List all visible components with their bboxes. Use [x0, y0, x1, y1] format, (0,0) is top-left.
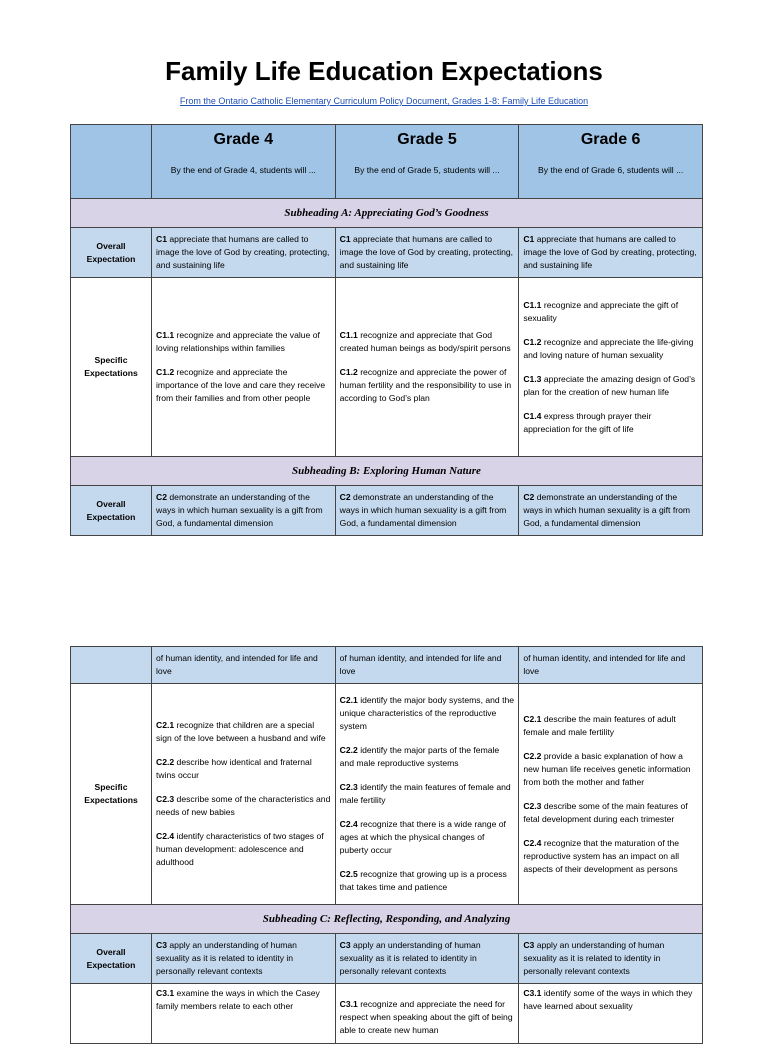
expectation-item [156, 491, 331, 530]
expectation-text: recognize and appreciate the life-giving and loving nature of human sexuality [523, 336, 694, 360]
expectation-code: C2.5 [339, 869, 358, 879]
expectation-code: C2.1 [156, 720, 175, 730]
overall-label: Overall Expectation [71, 486, 152, 536]
overall-label: Overall Expectation [71, 934, 152, 984]
expectation-item [156, 329, 331, 355]
cell [152, 984, 336, 1044]
expectation-text: recognize and appreciate that God created human beings as body/spirit persons [339, 330, 511, 353]
expectation-code: C1 [523, 234, 535, 244]
continuation-row [71, 647, 703, 684]
expectation-text: recognize and appreciate the gift of sexuality [523, 299, 679, 323]
overall-label: Overall Expectation [71, 228, 152, 278]
expectation-text: recognize that the maturation of the reproductive system has an impact on all aspects of their development as persons [523, 837, 680, 874]
cell [335, 984, 519, 1044]
cell [152, 684, 336, 905]
expectation-item [523, 299, 698, 325]
expectation-item [156, 987, 331, 1013]
expectation-item [523, 491, 698, 530]
specific-label-empty [71, 984, 152, 1044]
expectation-text: recognize that children are a special sign of the love between a husband and wife [156, 720, 326, 743]
expectation-code: C1.1 [523, 299, 542, 310]
expectation-text: identify the major body systems, and the unique characteristics of the reproductive system [339, 695, 515, 731]
expectation-text: appreciate the amazing design of God’s plan for the creation of new human life [523, 373, 696, 397]
expectation-text: demonstrate an understanding of the ways in which human sexuality is a gift from God, a fundamental dimension [523, 492, 691, 528]
expectation-item [523, 233, 698, 272]
overall-row-c [71, 934, 703, 984]
expectation-item [523, 800, 698, 826]
cell [335, 934, 519, 984]
cell [519, 984, 703, 1044]
expectation-code: C1.4 [523, 410, 542, 421]
expectation-text: recognize that there is a wide range of ages at which the physical changes of puberty occur [339, 819, 506, 855]
expectation-code: C1.2 [523, 336, 542, 347]
expectation-item [340, 998, 515, 1037]
expectation-code: C2.4 [339, 819, 358, 829]
cell [519, 934, 703, 984]
expectation-text: apply an understanding of human sexuality as it is related to identity in personally relevant contexts [523, 940, 665, 976]
expectation-item [340, 366, 515, 405]
expectation-text: provide a basic explanation of how a new human life receives genetic information from both the mother and father [523, 750, 691, 787]
expectations-table-part-2 [70, 646, 703, 1044]
expectation-text: appreciate that humans are called to image the love of God by creating, protecting, and sustaining life [339, 234, 514, 270]
expectation-item [340, 694, 515, 733]
expectation-item [340, 818, 515, 857]
expectation-text: describe the main features of adult female and male fertility [523, 713, 676, 737]
expectation-code: C2.1 [339, 695, 358, 705]
expectation-code: C2 [523, 492, 535, 502]
expectation-item [340, 744, 515, 770]
expectation-code: C3.1 [339, 999, 358, 1009]
cell [152, 278, 336, 457]
expectation-item [156, 793, 331, 819]
expectation-text: recognize and appreciate the importance of the love and care they receive from their families and from other people [156, 367, 326, 403]
source-link[interactable]: From the Ontario Catholic Elementary Curriculum Policy Document, Grades 1-8: Family Life Education [179, 96, 589, 106]
expectation-text: express through prayer their appreciation for the gift of life [523, 410, 652, 434]
expectation-text: apply an understanding of human sexuality as it is related to identity in personally relevant contexts [339, 940, 481, 976]
overall-row-b [71, 486, 703, 536]
subheading-a: Subheading A: Appreciating God’s Goodness [71, 199, 703, 228]
expectation-code: C2.4 [523, 837, 542, 848]
expectation-code: C2.4 [156, 831, 175, 841]
expectation-item [523, 939, 698, 978]
expectation-text: describe some of the characteristics and needs of new babies [156, 794, 331, 817]
expectation-item [523, 987, 698, 1013]
overall-row-a [71, 228, 703, 278]
specific-label: Specific Expectations [71, 278, 152, 457]
expectation-code: C1.1 [156, 330, 175, 340]
cell: of human identity, and intended for life and love [335, 647, 519, 684]
expectation-code: C2.3 [156, 794, 175, 804]
cell [152, 228, 336, 278]
empty-cell [71, 647, 152, 684]
expectation-item [340, 233, 515, 272]
expectation-code: C3 [156, 940, 167, 950]
expectation-text: recognize that growing up is a process that takes time and patience [339, 869, 507, 892]
cell [335, 228, 519, 278]
expectation-item [523, 713, 698, 739]
expectation-item [156, 939, 331, 978]
expectation-code: C2.1 [523, 713, 542, 724]
expectation-code: C2.2 [339, 745, 358, 755]
cell [519, 486, 703, 536]
expectation-text: appreciate that humans are called to image the love of God by creating, protecting, and sustaining life [156, 234, 330, 270]
cell [335, 684, 519, 905]
specific-row-a [71, 278, 703, 457]
expectation-code: C2.3 [339, 782, 358, 792]
cell [519, 278, 703, 457]
expectation-text: describe how identical and fraternal twins occur [156, 757, 312, 780]
expectation-item [156, 719, 331, 745]
expectation-code: C2.3 [523, 800, 542, 811]
expectation-text: identify the main features of female and male fertility [339, 782, 511, 805]
cell [152, 934, 336, 984]
expectation-text: demonstrate an understanding of the ways in which human sexuality is a gift from God, a fundamental dimension [339, 492, 507, 528]
expectation-item [156, 366, 331, 405]
expectation-item [523, 837, 698, 876]
expectation-code: C1 [339, 234, 351, 244]
expectation-item [340, 329, 515, 355]
expectation-item [523, 410, 698, 436]
cell [519, 684, 703, 905]
cell [335, 486, 519, 536]
expectation-text: describe some of the main features of fetal development during each trimester [523, 800, 688, 824]
cell [152, 486, 336, 536]
expectation-item [340, 868, 515, 894]
expectation-code: C2 [156, 492, 167, 502]
expectation-code: C3 [523, 940, 535, 950]
expectation-code: C2 [339, 492, 351, 502]
page-title: Family Life Education Expectations [165, 56, 603, 86]
subheading-b: Subheading B: Exploring Human Nature [71, 457, 703, 486]
cell [519, 228, 703, 278]
expectation-code: C1.1 [339, 330, 358, 340]
expectation-text: recognize and appreciate the power of human fertility and the responsibility to use in according to God’s plan [339, 367, 512, 403]
expectation-code: C2.2 [156, 757, 175, 767]
header-empty-cell [71, 125, 152, 199]
expectation-text: appreciate that humans are called to image the love of God by creating, protecting, and sustaining life [523, 234, 697, 270]
expectation-code: C3.1 [156, 988, 175, 998]
expectation-code: C3.1 [523, 988, 542, 998]
expectation-item [156, 756, 331, 782]
specific-row-b [71, 684, 703, 905]
cell [335, 278, 519, 457]
specific-label: Specific Expectations [71, 684, 152, 905]
grade-header-row [71, 125, 703, 199]
grade-4-header: Grade 4 By the end of Grade 4, students will ... [152, 125, 336, 199]
expectation-text: identify the major parts of the female and male reproductive systems [339, 745, 500, 768]
cell: of human identity, and intended for life and love [152, 647, 336, 684]
expectation-text: recognize and appreciate the value of loving relationships within families [156, 330, 320, 353]
expectation-code: C2.2 [523, 750, 542, 761]
expectation-text: examine the ways in which the Casey family members relate to each other [156, 988, 320, 1011]
expectation-text: identify some of the ways in which they have learned about sexuality [523, 988, 693, 1011]
expectation-code: C1.3 [523, 373, 542, 384]
expectation-text: identify characteristics of two stages of human development: adolescence and adulthood [156, 831, 324, 867]
expectation-code: C3 [339, 940, 351, 950]
expectations-table-part-1 [70, 124, 703, 536]
expectation-item [156, 233, 331, 272]
expectation-item [156, 830, 331, 869]
expectation-item [523, 336, 698, 362]
grade-6-header: Grade 6 By the end of Grade 6, students will ... [519, 125, 703, 199]
grade-5-header: Grade 5 By the end of Grade 5, students will ... [335, 125, 519, 199]
expectation-item [340, 491, 515, 530]
expectation-code: C1.2 [339, 367, 358, 377]
expectation-text: apply an understanding of human sexuality as it is related to identity in personally relevant contexts [156, 940, 297, 976]
expectation-item [523, 750, 698, 789]
specific-row-c [71, 984, 703, 1044]
cell: of human identity, and intended for life and love [519, 647, 703, 684]
expectation-item [340, 781, 515, 807]
subheading-c: Subheading C: Reflecting, Responding, and Analyzing [71, 905, 703, 934]
expectation-code: C1 [156, 234, 167, 244]
expectation-text: recognize and appreciate the need for respect when speaking about the gift of being able to create new human [339, 999, 513, 1035]
expectation-text: demonstrate an understanding of the ways in which human sexuality is a gift from God, a fundamental dimension [156, 492, 323, 528]
expectation-item [523, 373, 698, 399]
expectation-code: C1.2 [156, 367, 175, 377]
expectation-item [340, 939, 515, 978]
